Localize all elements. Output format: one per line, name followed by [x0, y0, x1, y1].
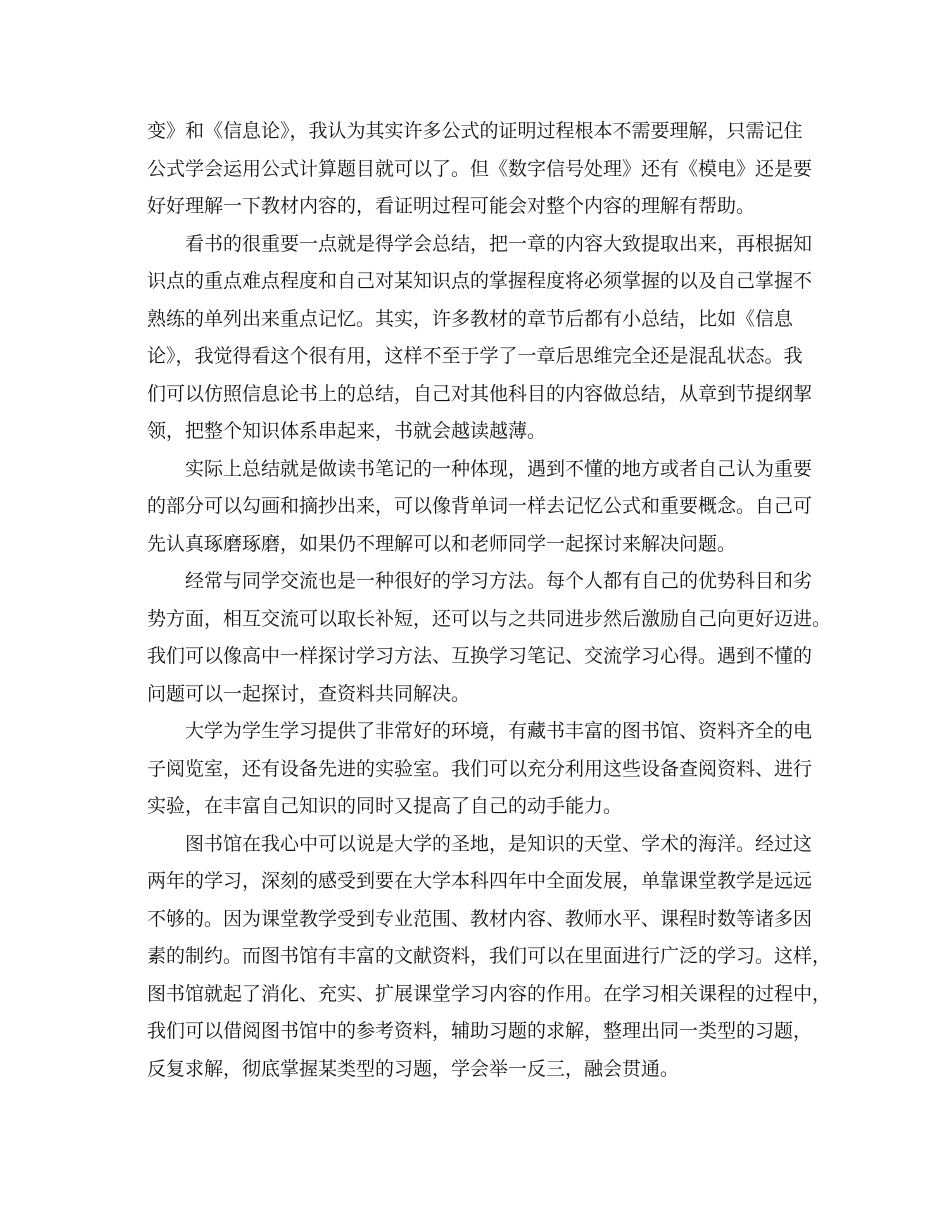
text-line: 图书馆就起了消化、充实、扩展课堂学习内容的作用。在学习相关课程的过程中，: [147, 982, 832, 1005]
document-body: [147, 113, 832, 1088]
text-line: 公式学会运用公式计算题目就可以了。但《数字信号处理》还有《模电》还是要: [147, 157, 813, 180]
text-line: 先认真琢磨琢磨，如果仍不理解可以和老师同学一起探讨来解决问题。: [147, 532, 737, 555]
text-line: 的部分可以勾画和摘抄出来，可以像背单词一样去记忆公式和重要概念。自己可: [147, 495, 813, 517]
text-line: 不够的。因为课堂教学受到专业范围、教材内容、教师水平、课程时数等诸多因: [147, 907, 813, 930]
paragraph: [147, 563, 832, 713]
text-line: 我们可以借阅图书馆中的参考资料，辅助习题的求解，整理出同一类型的习题，: [147, 1020, 813, 1042]
text-line: 看书的很重要一点就是得学会总结，把一章的内容大致提取出来，再根据知: [185, 232, 813, 255]
text-line: 两年的学习，深刻的感受到要在大学本科四年中全面发展，单靠课堂教学是远远: [147, 870, 813, 892]
text-line: 子阅览室，还有设备先进的实验室。我们可以充分利用这些设备查阅资料、进行: [147, 757, 813, 780]
text-line: 经常与同学交流也是一种很好的学习方法。每个人都有自己的优势科目和劣: [185, 570, 813, 592]
text-line: 领，把整个知识体系串起来，书就会越读越薄。: [147, 420, 547, 442]
text-line: 论》，我觉得看这个很有用，这样不至于学了一章后思维完全还是混乱状态。我: [147, 345, 803, 367]
text-line: 好好理解一下教材内容的，看证明过程可能会对整个内容的理解有帮助。: [147, 195, 756, 217]
text-line: 们可以仿照信息论书上的总结，自己对其他科目的内容做总结，从章到节提纲挈: [147, 382, 813, 405]
paragraph: [147, 113, 813, 226]
text-line: 识点的重点难点程度和自己对某知识点的掌握程度将必须掌握的以及自己掌握不: [147, 270, 813, 292]
text-line: 势方面，相互交流可以取长补短，还可以与之共同进步然后激励自己向更好迈进。: [147, 607, 832, 630]
text-line: 熟练的单列出来重点记忆。其实，许多教材的章节后都有小总结，比如《信息: [147, 307, 794, 330]
text-line: 素的制约。而图书馆有丰富的文献资料，我们可以在里面进行广泛的学习。这样，: [147, 945, 832, 967]
paragraph: [147, 451, 813, 564]
paragraph: [147, 713, 813, 826]
text-line: 我们可以像高中一样探讨学习方法、互换学习笔记、交流学习心得。遇到不懂的: [147, 645, 813, 667]
text-line: 实际上总结就是做读书笔记的一种体现，遇到不懂的地方或者自己认为重要: [185, 457, 813, 480]
text-line: 大学为学生学习提供了非常好的环境，有藏书丰富的图书馆、资料齐全的电: [185, 720, 813, 742]
text-line: 图书馆在我心中可以说是大学的圣地，是知识的天堂、学术的海洋。经过这: [185, 832, 813, 855]
text-line: 问题可以一起探讨，查资料共同解决。: [147, 682, 471, 705]
paragraph: [147, 826, 832, 1089]
text-line: 变》和《信息论》，我认为其实许多公式的证明过程根本不需要理解，只需记住: [147, 120, 803, 142]
paragraph: [147, 226, 813, 451]
text-line: 反复求解，彻底掌握某类型的习题，学会举一反三，融会贯通。: [147, 1057, 680, 1080]
text-line: 实验，在丰富自己知识的同时又提高了自己的动手能力。: [147, 795, 623, 817]
